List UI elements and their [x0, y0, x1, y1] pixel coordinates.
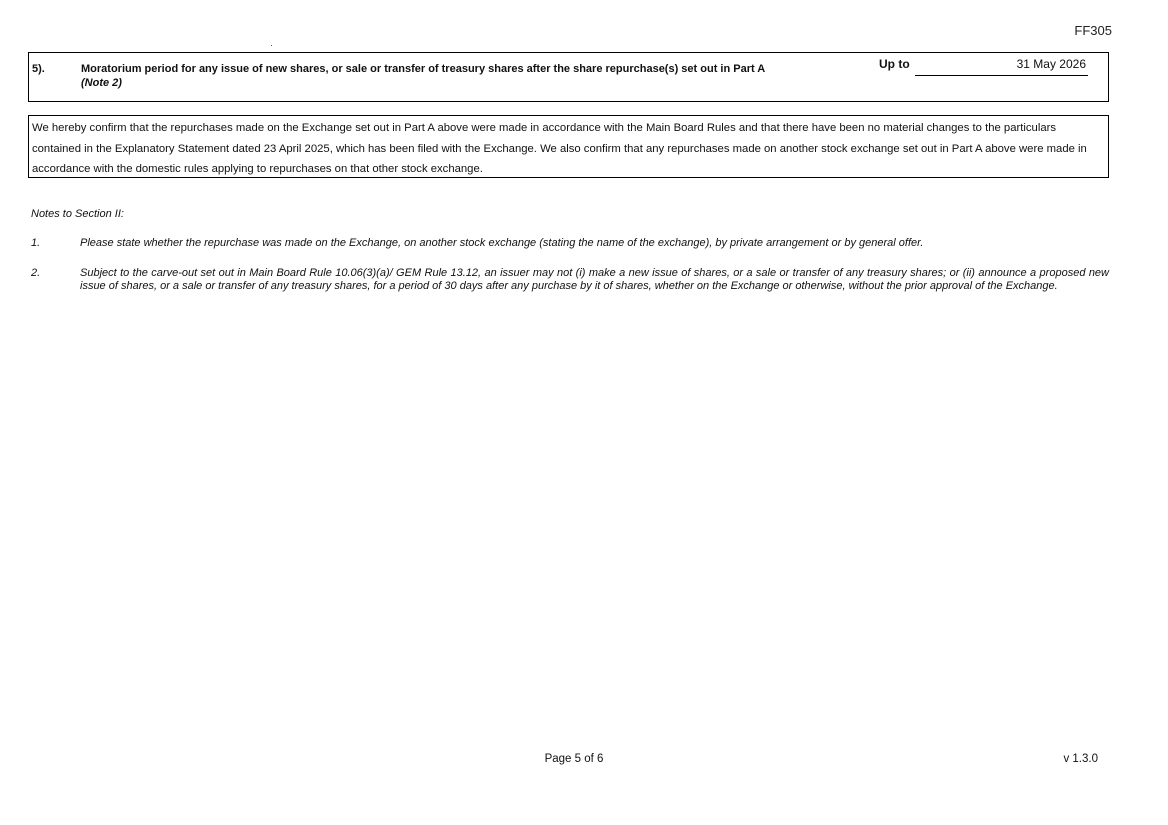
- form-code: FF305: [1074, 23, 1112, 38]
- section-5-moratorium: [28, 52, 1109, 102]
- note-item-2: [31, 267, 1109, 293]
- version-label: v 1.3.0: [1063, 753, 1098, 765]
- section-note-reference: (Note 2): [81, 77, 122, 89]
- stray-mark: [271, 45, 272, 46]
- page-number: Page 5 of 6: [544, 753, 604, 765]
- notes-heading: Notes to Section II:: [31, 208, 124, 220]
- section-title: Moratorium period for any issue of new shares, or sale or transfer of treasury shares after the share repurchase(s) set out in Part A: [81, 63, 766, 75]
- up-to-date-field[interactable]: 31 May 2026: [915, 57, 1088, 76]
- note-text: Subject to the carve-out set out in Main Board Rule 10.06(3)(a)/ GEM Rule 13.12, an issuer may not (i) make a new issue of shares, or a sale or transfer of any treasury shares; or (ii) announce a proposed new issue of shares, or a sale or transfer of any treasury shares, for a period of 30 days after any purchase by it of shares, whether on the Exchange or otherwise, without the prior approval of the Exchange.: [80, 267, 1109, 292]
- note-number: 1.: [31, 237, 41, 249]
- note-number: 2.: [31, 267, 41, 279]
- confirmation-statement: We hereby confirm that the repurchases made on the Exchange set out in Part A above were made in accordance with the Main Board Rules and that there have been no material changes to the particulars contained in the Explanatory Statement dated 23 April 2025, which has been filed with the Exchange. We also confirm that any repurchases made on another stock exchange set out in Part A above were made in accordance with the domestic rules applying to repurchases on that other stock exchange.: [28, 115, 1109, 178]
- section-number: 5).: [32, 63, 45, 75]
- note-text: Please state whether the repurchase was made on the Exchange, on another stock exchange (stating the name of the exchange), by private arrangement or by general offer.: [80, 237, 924, 249]
- note-item-1: [31, 237, 1109, 250]
- up-to-label: Up to: [879, 57, 910, 71]
